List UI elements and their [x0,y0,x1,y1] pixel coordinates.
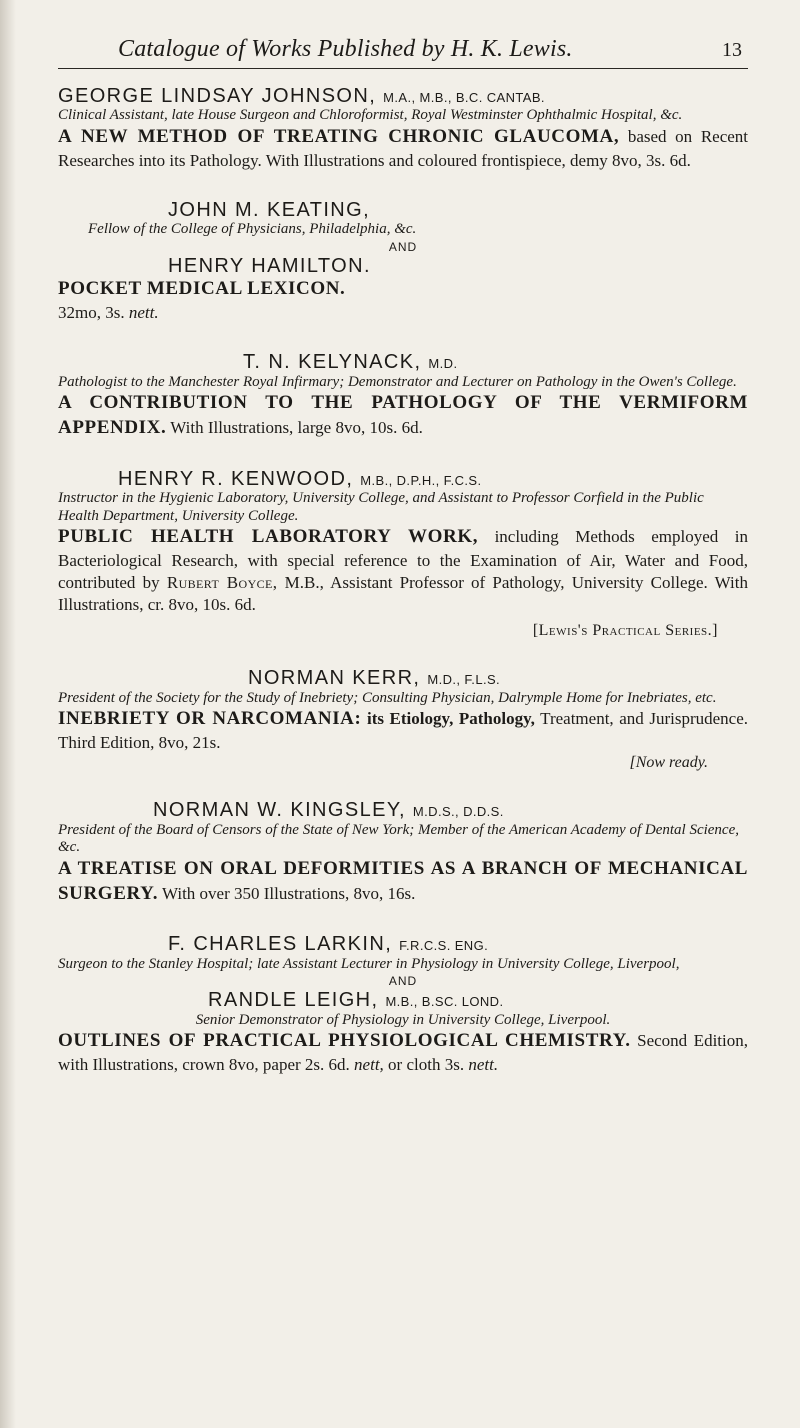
and-conjunction: AND [388,239,418,254]
running-head-title: Catalogue of Works Published by H. K. Lewis. [118,36,573,62]
page-edge-shadow [0,0,16,1428]
coauthor-degrees: M.B., B.SC. LOND. [385,994,504,1010]
book-description [58,707,748,754]
author-name: T. N. KELYNACK, M.D. [243,351,458,374]
coauthor-name: HENRY HAMILTON. [168,254,371,277]
author-degrees: M.B., D.P.H., F.C.S. [360,472,482,488]
author-degrees: M.D. [428,356,458,372]
catalogue-entry-johnson [58,85,748,172]
author-credentials: President of the Board of Censors of the State of New York; Member of the American Academy of Dental Science, &c. [58,821,739,856]
book-description [58,1029,748,1076]
contributor-name: Rubert Boyce, [166,573,278,593]
book-details-continued: M.B., Assistant Professor of Pathology, University College. With Illustrations, cr. 8vo, 10s. 6d. [58,573,748,615]
book-details: including Methods employed in Bacteriological Research, with special reference to the Examination of Air, Water and Food, contributed by [58,527,749,593]
book-title: A NEW METHOD OF TREATING CHRONIC GLAUCOMA, [58,126,620,148]
series-note: [Lewis's Practical Series.] [532,622,718,640]
book-details-continued: or cloth 3s. [388,1055,465,1075]
book-details: Second Edition, with Illustrations, crown 8vo, paper 2s. 6d. [58,1031,748,1075]
author-degrees: F.R.C.S. ENG. [399,938,489,954]
author-name: F. CHARLES LARKIN, F.R.C.S. ENG. [168,933,489,956]
author-name: HENRY R. KENWOOD, M.B., D.P.H., F.C.S. [118,467,482,490]
coauthor-credentials: Senior Demonstrator of Physiology in University College, Liverpool. [195,1011,611,1028]
page-number: 13 [722,39,742,61]
author-credentials: Clinical Assistant, late House Surgeon and Chloroformist, Royal Westminster Ophthalmic Hospital, &c. [58,107,683,124]
catalogue-entry-keating [58,199,748,324]
and-conjunction: AND [388,974,418,989]
catalogue-entry-kelynack [58,351,748,440]
running-head [58,36,748,69]
author-credentials: Instructor in the Hygienic Laboratory, University College, and Assistant to Professor Corfield in the Public Health Department, University College. [58,489,704,524]
author-credentials: Pathologist to the Manchester Royal Infirmary; Demonstrator and Lecturer on Pathology in the Owen's College. [58,373,737,390]
nett-label-cloth: nett. [468,1055,499,1075]
catalogue-entry-larkin [58,933,748,1076]
book-title: POCKET MEDICAL LEXICON. [58,278,346,300]
author-name: JOHN M. KEATING, [168,198,371,221]
author-degrees: M.D., F.L.S. [427,672,501,688]
author-name: NORMAN KERR, M.D., F.L.S. [248,667,501,690]
catalogue-entry-kingsley [58,799,748,906]
book-title: A CONTRIBUTION TO THE PATHOLOGY OF THE VERMIFORM APPENDIX. [58,392,748,438]
book-details: With Illustrations, large 8vo, 10s. 6d. [170,417,423,437]
author-name: GEORGE LINDSAY JOHNSON, M.A., M.B., B.C. CANTAB. [58,85,545,107]
book-title: A TREATISE ON ORAL DEFORMITIES AS A BRANCH OF MECHANICAL SURGERY. [58,857,748,904]
book-details: With over 350 Illustrations, 8vo, 16s. [162,883,416,903]
author-degrees: M.D.S., D.D.S. [412,804,504,820]
nett-label: nett, [354,1055,384,1075]
author-degrees: M.A., M.B., B.C. CANTAB. [383,90,545,105]
book-details: Treatment, and Jurisprudence. Third Edition, 8vo, 21s. [58,709,748,753]
author-credentials: Fellow of the College of Physicians, Philadelphia, &c. [88,221,417,238]
author-name: NORMAN W. KINGSLEY, M.D.S., D.D.S. [153,799,504,822]
book-description [58,125,748,172]
book-title: INEBRIETY OR NARCOMANIA: [58,708,362,730]
book-description [58,525,748,616]
nett-label: nett. [128,303,159,323]
catalogue-entry-kerr [58,667,748,772]
book-details: 32mo, 3s. [58,303,125,323]
book-subtitle: its Etiology, Pathology, [367,709,535,729]
catalogue-entry-kenwood [58,468,748,641]
book-details: based on Recent Researches into its Pathology. With Illustrations and coloured frontispiece, demy 8vo, 3s. 6d. [58,127,749,170]
author-credentials: President of the Society for the Study of Inebriety; Consulting Physician, Dalrymple Home for Inebriates, etc. [58,689,717,706]
book-title: PUBLIC HEALTH LABORATORY WORK, [58,526,479,548]
book-title: OUTLINES OF PRACTICAL PHYSIOLOGICAL CHEMISTRY. [58,1030,631,1052]
book-description [58,391,748,440]
book-description [58,277,748,324]
availability-status: [Now ready. [629,754,708,772]
coauthor-name: RANDLE LEIGH, M.B., B.SC. LOND. [208,989,504,1012]
author-credentials: Surgeon to the Stanley Hospital; late Assistant Lecturer in Physiology in University College, Liverpool, [58,955,680,972]
book-description [58,857,748,906]
